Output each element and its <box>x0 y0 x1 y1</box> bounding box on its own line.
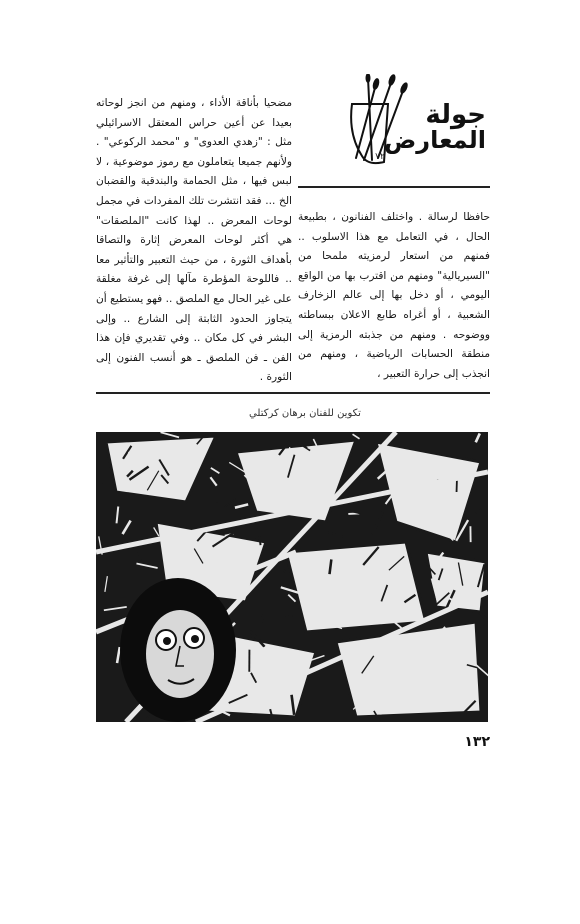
section-title-line1: جولة <box>425 100 486 130</box>
divider-top <box>298 186 490 188</box>
issue-number: ٧٢ <box>375 152 385 162</box>
artwork-patch <box>286 542 426 632</box>
artwork-image <box>96 432 488 722</box>
artwork-hatch <box>487 436 488 442</box>
artwork-hatch <box>96 524 97 531</box>
artwork-face-pupil <box>191 635 199 643</box>
artwork-hatch <box>353 434 360 439</box>
artwork-face-pupil <box>163 637 171 645</box>
figure-caption: تكوين للفنان برهان كركتلي <box>249 408 361 419</box>
page-number: ١٣٢ <box>464 734 490 750</box>
artwork-face <box>146 610 214 698</box>
artwork-hatch <box>475 509 482 515</box>
artwork-hatch <box>105 576 107 592</box>
artwork-hatch <box>145 714 153 719</box>
artwork-hatch <box>213 502 217 519</box>
artwork-hatch <box>288 595 295 602</box>
artwork-patch <box>336 622 481 717</box>
divider-middle <box>96 392 490 394</box>
artwork-hatch <box>405 719 406 722</box>
artwork-hatch <box>235 504 248 507</box>
artwork-hatch <box>104 607 127 610</box>
artwork-hatch <box>284 565 287 573</box>
artwork-hatch <box>479 623 485 632</box>
left-column-text: مضحيا بأناقة الأداء ، ومنهم من انجز لوحاته بعيدا عن أعين حراس المعتقل الاسرائيلي مثل : "زهدي العدوى" و "محمد الركوعي" . ولأنهم جميعا يتعاملون مع رموز موضوعية ، لا لبس فيها ، مثل الحمامة والبندقية والقضبان الخ ... فقد انتشرت تلك المفردات في مجمل لوحات المعرض .. لهذا كانت "الملصقات" هي أكثر لوحات المعرض إثارة والتصاقا بأهداف الثورة ، من حيث التعبير والتأثير معا .. فاللوحة المؤطرة مآلها إلى غرفة مغلقة على غير الحال مع الملصق .. فهو يستطيع أن يتجاوز الحدود الثابتة إلى الشارع .. وإلى البشر في كل مكان .. وفي تقديري فإن هذا الفن ـ فن الملصق ـ هو أنسب الفنون إلى الثورة . <box>96 97 292 384</box>
artwork-hatch <box>347 510 361 513</box>
artwork-hatch <box>476 433 480 442</box>
right-column-text: حافظا لرسالة . واختلف الفنانون ، بطبيعة الحال ، في التعامل مع هذا الاسلوب .. فمنهم من استعار لرمزيته ملمحا من "السيريالية" ومنهم من اقترب بها من الواقع اليومي ، أو دخل بها إلى عالم الزخارف الشعبية ، أو أغراه طابع الاعلان ببساطته ووضوحه . ومنهم من جذبته الرمزية إلى منطقة الحسابات الرياضية ، ومنهم من انجذب إلى حرارة التعبير ، <box>298 211 490 380</box>
artwork-hatch <box>161 432 180 437</box>
artwork-patch <box>426 552 486 612</box>
artwork-hatch <box>480 613 488 622</box>
artwork-drawing <box>96 432 488 722</box>
artwork-hatch <box>327 532 346 537</box>
artwork-hatch <box>282 615 292 618</box>
artwork-hatch <box>96 588 104 599</box>
artwork-hatch <box>225 499 236 507</box>
artwork-hatch <box>261 612 263 624</box>
artwork-hatch <box>117 647 120 663</box>
artwork-hatch <box>373 436 385 441</box>
artwork-hatch <box>137 549 141 560</box>
artwork-hatch <box>117 506 119 523</box>
artwork-hatch <box>123 521 131 535</box>
artwork-hatch <box>211 468 220 473</box>
artwork-hatch <box>372 512 382 534</box>
artwork-patch <box>106 436 216 502</box>
artwork-hatch <box>136 564 157 568</box>
artwork-hatch <box>210 477 216 485</box>
section-title-line2: المعارض <box>384 126 486 154</box>
